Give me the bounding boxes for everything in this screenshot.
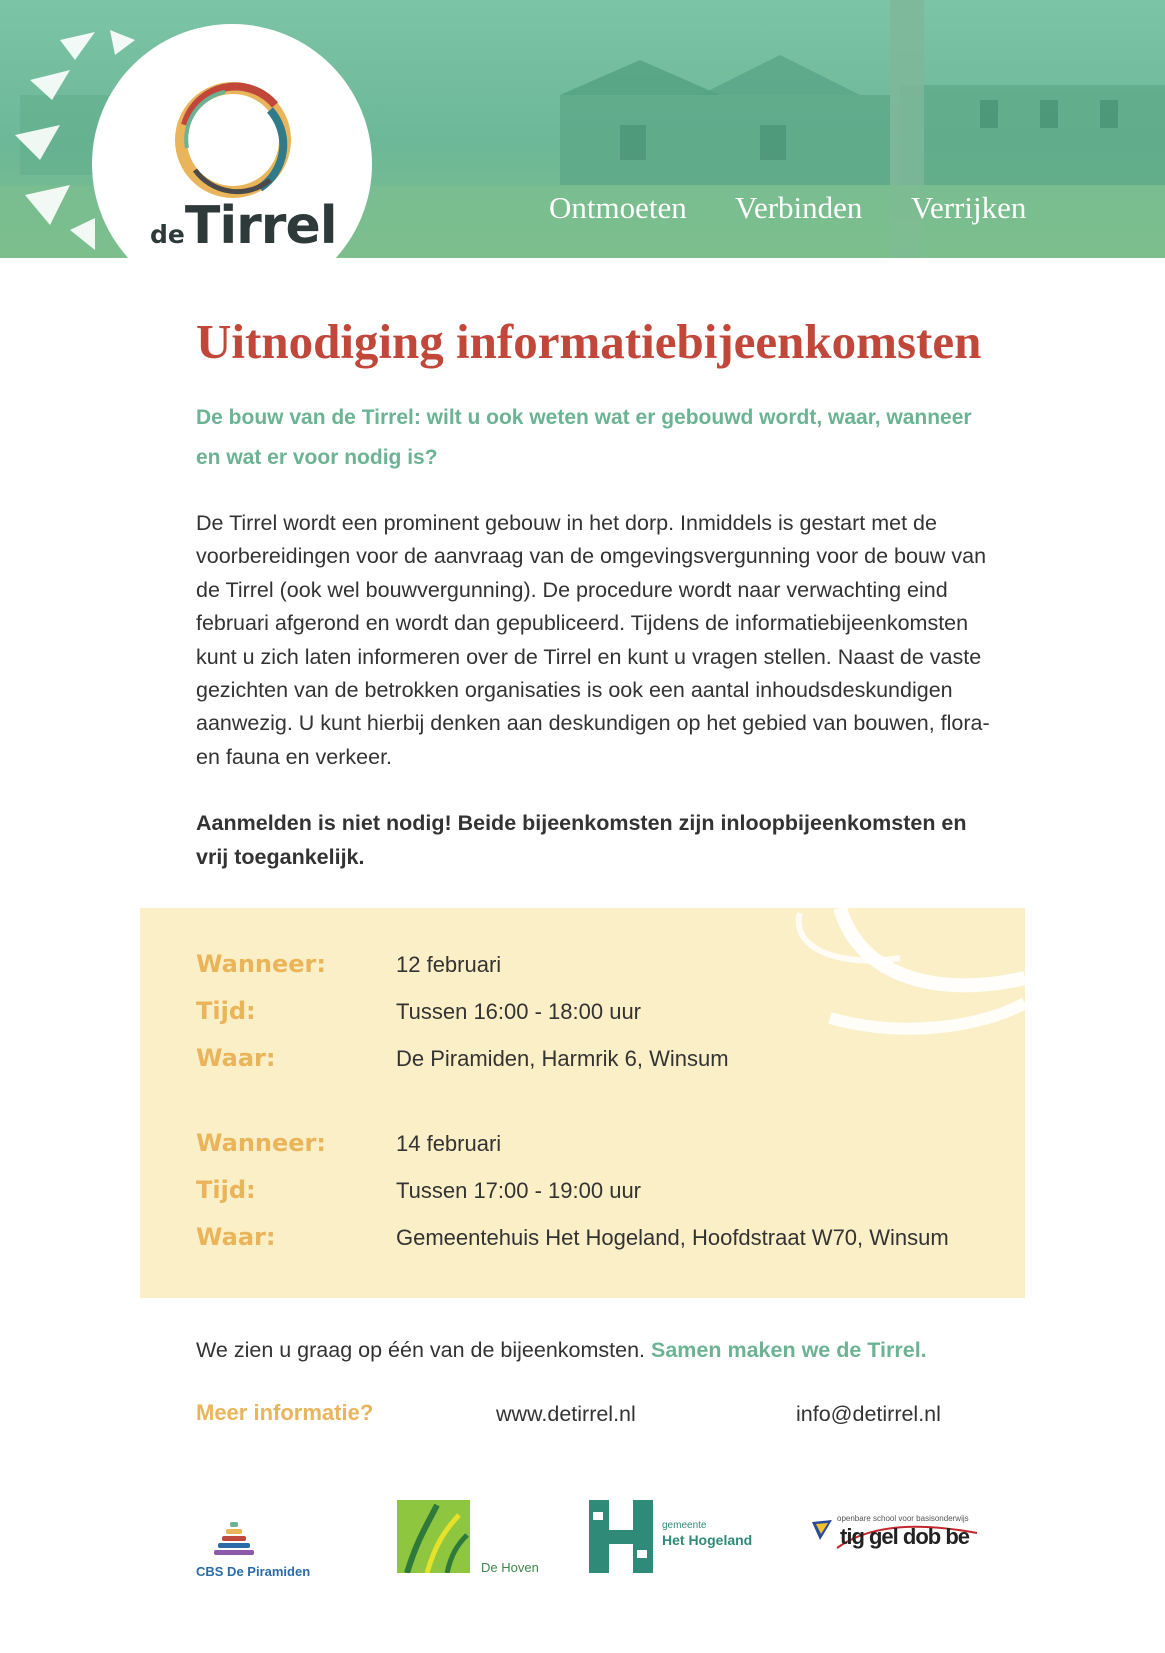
page-title: Uitnodiging informatiebijeenkomsten (196, 314, 982, 369)
when-label: Wanneer: (196, 1129, 326, 1157)
event-1-location: De Piramiden, Harmrik 6, Winsum (396, 1046, 729, 1071)
event-2-time-row (196, 1176, 1016, 1216)
event-2-date: 14 februari (396, 1131, 502, 1156)
piramiden-name: CBS De Piramiden (196, 1564, 311, 1579)
event-1-when-row (196, 950, 1016, 990)
tirrel-ring-logo (165, 70, 305, 210)
when-label: Wanneer: (196, 950, 326, 978)
body-paragraph: De Tirrel wordt een prominent gebouw in het dorp. Inmiddels is gestart met de voorbereidingen voor de aanvraag van de omgevingsvergunning voor de bouw van de Tirrel (ook wel bouwvergunning). De procedure wordt naar verwachting eind februari afgerond en wordt dan gepubliceerd. Tijdens de informatiebijeenkomsten kunt u zich laten informeren over de Tirrel en kunt u vragen stellen. Naast de vaste gezichten van de betrokken organisaties is ook een aantal inhoudsdeskundigen aanwezig. U kunt hierbij denken aan deskundigen op het gebied van bouwen, flora- en fauna en verkeer. (196, 511, 990, 769)
partner-logo-hogeland (589, 1500, 764, 1575)
event-1-time-row (196, 997, 1016, 1037)
where-label: Waar: (196, 1044, 276, 1072)
header-banner (0, 0, 1165, 258)
event-2-when-row (196, 1129, 1016, 1169)
closing-emphasis: Samen maken we de Tirrel. (651, 1338, 927, 1362)
hoven-name: De Hoven (481, 1560, 539, 1575)
event-details-box (140, 908, 1025, 1298)
tagline-verrijken: Verrijken (911, 190, 1027, 225)
more-info-label: Meer informatie? (196, 1400, 374, 1425)
grass-blades-icon (397, 1500, 470, 1573)
logo-name: Tirrel (184, 196, 337, 256)
event-1-time: Tussen 16:00 - 18:00 uur (396, 999, 642, 1024)
event-1-date: 12 februari (396, 952, 502, 977)
website-link[interactable]: www.detirrel.nl (496, 1402, 636, 1426)
tagline-verbinden: Verbinden (735, 190, 863, 225)
partner-logo-tiggeldobbe (812, 1514, 982, 1574)
time-label: Tijd: (196, 997, 256, 1025)
tiggeldobbe-name: tig gel dob be (840, 1524, 969, 1549)
closing-line (196, 1338, 927, 1363)
tiggeldobbe-subtitle: openbare school voor basisonderwijs (837, 1514, 969, 1523)
registration-notice: Aanmelden is niet nodig! Beide bijeenkomsten zijn inloopbijeenkomsten en vrij toegankelijk. (196, 811, 967, 869)
time-label: Tijd: (196, 1176, 256, 1204)
logo-wordmark (150, 196, 337, 256)
intro-question: De bouw van de Tirrel: wilt u ook weten wat er gebouwd wordt, waar, wanneer en wat er voor nodig is? (196, 406, 972, 469)
email-link[interactable]: info@detirrel.nl (796, 1402, 941, 1426)
municipality-h-icon (589, 1500, 653, 1573)
partner-logo-piramiden (196, 1520, 336, 1580)
event-2-where-row (196, 1223, 1016, 1263)
hogeland-name: Het Hogeland (662, 1532, 753, 1548)
hogeland-prefix: gemeente (662, 1520, 707, 1531)
partner-logo-hoven (397, 1500, 547, 1575)
event-2-location: Gemeentehuis Het Hogeland, Hoofdstraat W70, Winsum (396, 1225, 949, 1250)
where-label: Waar: (196, 1223, 276, 1251)
event-2-time: Tussen 17:00 - 19:00 uur (396, 1178, 642, 1203)
logo-prefix: de (150, 220, 185, 249)
pyramid-stack-icon (214, 1520, 254, 1560)
flag-triangle-icon (812, 1520, 832, 1542)
closing-text: We zien u graag op één van de bijeenkomsten. (196, 1338, 646, 1362)
tagline-ontmoeten: Ontmoeten (549, 190, 687, 225)
event-1-where-row (196, 1044, 1016, 1084)
